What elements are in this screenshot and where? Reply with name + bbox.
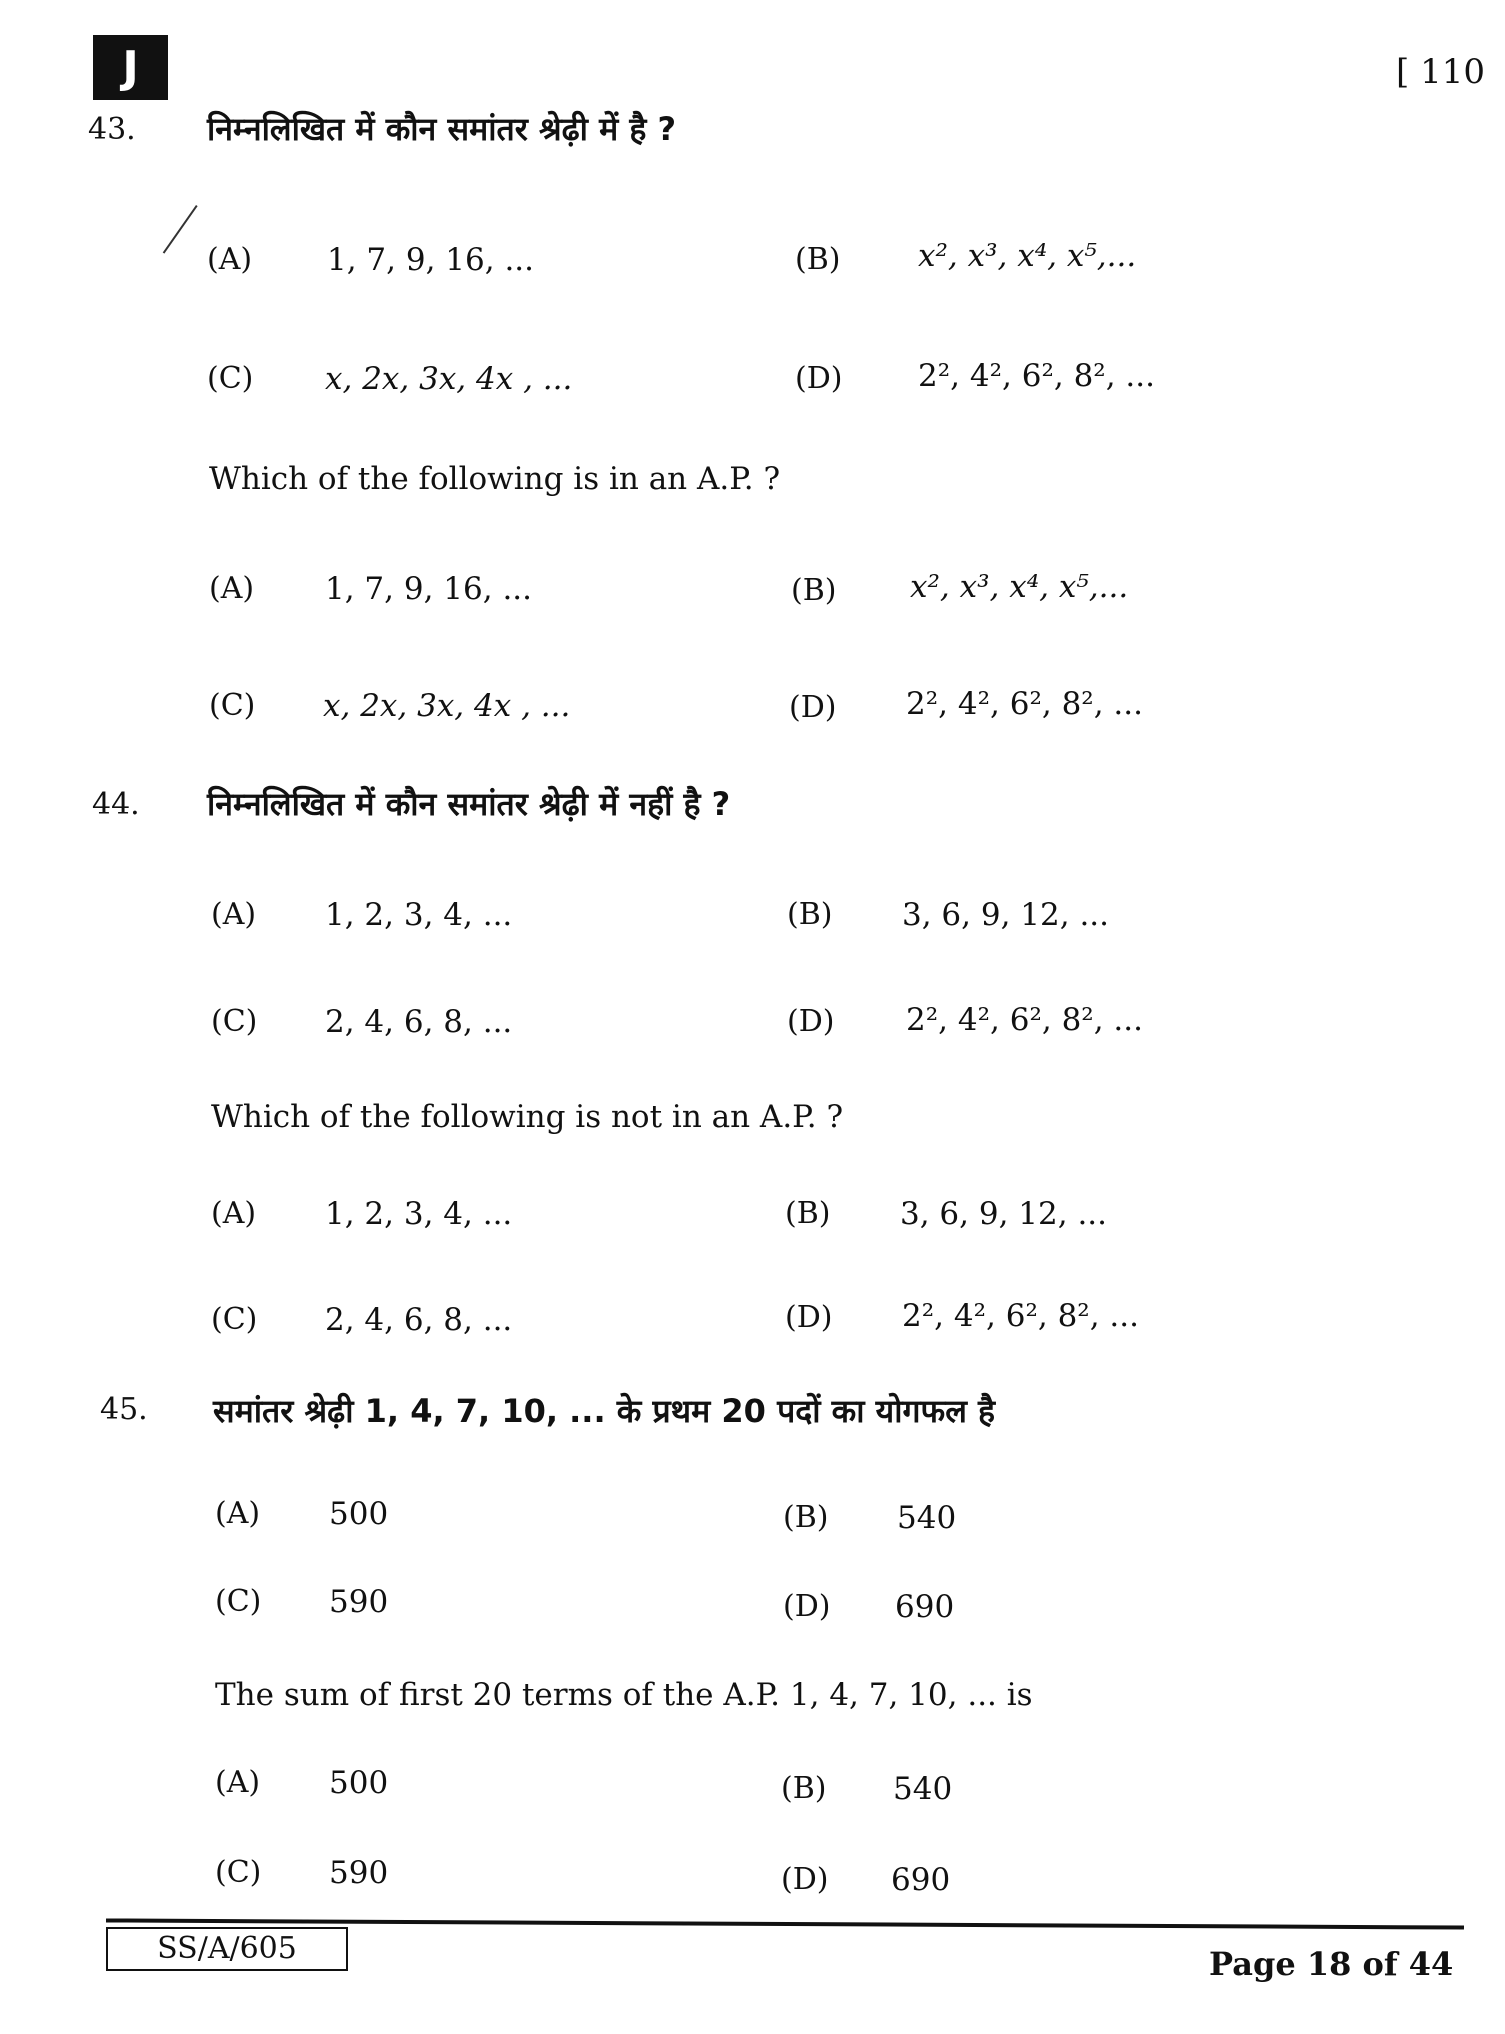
option-value: 540 <box>897 1500 957 1536</box>
option-label: (B) <box>787 897 833 932</box>
option-value: 1, 7, 9, 16, ... <box>325 571 533 607</box>
option-label: (D) <box>795 361 843 396</box>
option-value: 3, 6, 9, 12, ... <box>902 897 1110 933</box>
option-label: (A) <box>211 1196 257 1231</box>
question-number: 45. <box>100 1392 148 1427</box>
option-value: 2, 4, 6, 8, ... <box>325 1004 513 1040</box>
option-value: 590 <box>329 1584 389 1620</box>
option-label: (B) <box>791 573 837 608</box>
option-value: 500 <box>329 1765 389 1801</box>
option-label: (D) <box>789 690 837 725</box>
option-value: 690 <box>895 1589 955 1625</box>
option-label: (C) <box>209 688 256 723</box>
option-value: x, 2x, 3x, 4x , ... <box>323 688 571 724</box>
option-label: (C) <box>215 1855 262 1890</box>
option-value: 500 <box>329 1496 389 1532</box>
option-label: (D) <box>787 1004 835 1039</box>
option-value: 2², 4², 6², 8², ... <box>918 358 1155 394</box>
question-text-english: Which of the following is not in an A.P. ? <box>211 1099 844 1135</box>
option-label: (A) <box>207 242 253 277</box>
option-label: (B) <box>781 1771 827 1806</box>
option-label: (B) <box>783 1500 829 1535</box>
question-number: 43. <box>88 112 136 147</box>
option-value: 1, 2, 3, 4, ... <box>325 1196 513 1232</box>
option-label: (A) <box>211 897 257 932</box>
option-value: 3, 6, 9, 12, ... <box>900 1196 1108 1232</box>
option-value: 540 <box>893 1771 953 1807</box>
question-text-english: Which of the following is in an A.P. ? <box>209 461 781 497</box>
option-label: (C) <box>215 1584 262 1619</box>
question-number: 44. <box>92 787 140 822</box>
option-value: 590 <box>329 1855 389 1891</box>
option-label: (C) <box>211 1302 258 1337</box>
set-code-badge: J <box>93 35 168 100</box>
option-label: (D) <box>785 1300 833 1335</box>
option-value: x², x³, x⁴, x⁵,... <box>918 238 1137 274</box>
paper-code: SS/A/605 <box>106 1927 348 1971</box>
option-value: x², x³, x⁴, x⁵,... <box>910 569 1129 605</box>
option-value: 1, 2, 3, 4, ... <box>325 897 513 933</box>
question-text-hindi: निम्नलिखित में कौन समांतर श्रेढ़ी में नहीं है ? <box>207 785 731 823</box>
option-value: 2², 4², 6², 8², ... <box>902 1298 1139 1334</box>
option-label: (A) <box>215 1496 261 1531</box>
option-label: (D) <box>783 1589 831 1624</box>
option-label: (C) <box>207 361 254 396</box>
option-label: (D) <box>781 1862 829 1897</box>
question-text-hindi: निम्नलिखित में कौन समांतर श्रेढ़ी में है ? <box>207 110 677 148</box>
question-text-hindi: समांतर श्रेढ़ी 1, 4, 7, 10, ... के प्रथम 20 पदों का योगफल है <box>213 1392 996 1430</box>
option-label: (B) <box>785 1196 831 1231</box>
option-value: 690 <box>891 1862 951 1898</box>
option-label: (A) <box>215 1765 261 1800</box>
option-label: (C) <box>211 1004 258 1039</box>
page-reference: [ 110 <box>1396 52 1485 92</box>
pen-tick-mark <box>163 205 198 254</box>
option-value: 2, 4, 6, 8, ... <box>325 1302 513 1338</box>
option-label: (A) <box>209 571 255 606</box>
option-value: 2², 4², 6², 8², ... <box>906 686 1143 722</box>
option-value: 2², 4², 6², 8², ... <box>906 1002 1143 1038</box>
question-text-english: The sum of first 20 terms of the A.P. 1, 4, 7, 10, ... is <box>215 1677 1033 1713</box>
option-value: x, 2x, 3x, 4x , ... <box>325 361 573 397</box>
option-label: (B) <box>795 242 841 277</box>
option-value: 1, 7, 9, 16, ... <box>327 242 535 278</box>
page-number: Page 18 of 44 <box>1209 1945 1454 1983</box>
